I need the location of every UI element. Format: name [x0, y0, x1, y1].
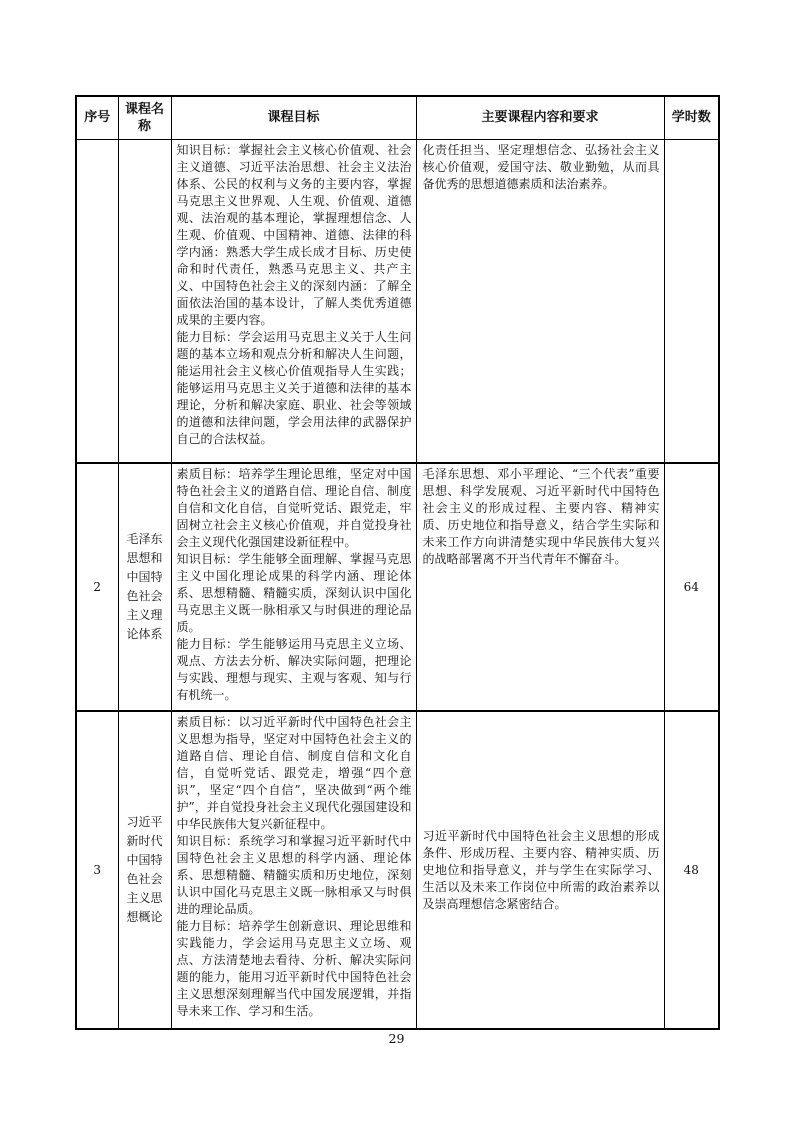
objective-quality: 素质目标：以习近平新时代中国特色社会主义思想为指导，坚定对中国特色社会主义的道路自信、理论自信、制度自信和文化自信，自觉听党话、跟党走，增强“四个意识”，坚定“四个自信”，坚决做到“两个维护”，并自觉投身社会主义现代化强国建设和中华民族伟大复兴新征程中。	[176, 715, 412, 831]
header-hours: 学时数	[664, 96, 719, 139]
cell-content	[416, 711, 664, 1029]
table-row-2	[76, 463, 719, 711]
cell-objectives	[171, 139, 416, 463]
cell-hours: 48	[664, 711, 719, 1029]
cell-seq: 2	[76, 463, 118, 711]
cell-course-name: 毛泽东思想和中国特色社会主义理论体系	[118, 463, 171, 711]
objective-ability: 能力目标：学会运用马克思主义关于人生问题的基本立场和观点分析和解决人生问题，能运用社会主义核心价值观指导人生实践；能够运用马克思主义关于道德和法律的基本理论，分析和解决家庭、职业、社会等领域的道德和法律问题，学会用法律的武器保护自己的合法权益。	[176, 329, 412, 446]
objective-knowledge: 知识目标：学生能够全面理解、掌握马克思主义中国化理论成果的科学内涵、理论体系、思想精髓、精髓实质，深刻认识中国化马克思主义既一脉相承又与时俱进的理论品质。	[176, 552, 412, 634]
objective-ability: 能力目标：培养学生创新意识、理论思维和实践能力，学会运用马克思主义立场、观点、方法清楚地去看待、分析、解决实际问题的能力，能用习近平新时代中国特色社会主义思想深刻理解当代中国发展逻辑，并指导未来工作、学习和生活。	[176, 919, 412, 1018]
cell-seq	[76, 139, 118, 463]
cell-hours: 64	[664, 463, 719, 711]
header-objectives: 课程目标	[171, 96, 416, 139]
table-row-continued	[76, 139, 719, 463]
header-content-requirements: 主要课程内容和要求	[416, 96, 664, 139]
objective-knowledge: 知识目标：掌握社会主义核心价值观、社会主义道德、习近平法治思想、社会主义法治体系、公民的权利与义务的主要内容，掌握马克思主义世界观、人生观、价值观、道德观、法治观的基本理论，掌握理想信念、人生观、价值观、中国精神、道德、法律的科学内涵：熟悉大学生成长成才目标、历史使命和时代责任，熟悉马克思主义、共产主义、中国特色社会主义的深刻内涵：了解全面依法治国的基本设计，了解人类优秀道德成果的主要内容。	[176, 142, 412, 327]
cell-course-name: 习近平新时代中国特色社会主义思想概论	[118, 711, 171, 1029]
course-plan-table	[75, 95, 720, 1030]
cell-course-name	[118, 139, 171, 463]
page-number: 29	[388, 1031, 405, 1046]
cell-content	[416, 463, 664, 711]
content-text: 化责任担当、坚定理想信念、弘扬社会主义核心价值观，爱国守法、敬业勤勉，从而具备优秀的思想道德素质和法治素养。	[422, 142, 660, 191]
table-header-row	[76, 96, 719, 139]
objective-quality: 素质目标：培养学生理论思维，坚定对中国特色社会主义的道路自信、理论自信、制度自信和文化自信，自觉听党话、跟党走，牢固树立社会主义核心价值观，并自觉投身社会主义现代化强国建设新征程中。	[176, 467, 412, 549]
objective-ability: 能力目标：学生能够运用马克思主义立场、观点、方法去分析、解决实际问题，把理论与实践、理想与现实、主观与客观、知与行有机统一。	[176, 637, 412, 702]
cell-seq: 3	[76, 711, 118, 1029]
cell-content	[416, 139, 664, 463]
content-text: 习近平新时代中国特色社会主义思想的形成条件、形成历程、主要内容、精神实质、历史地位和指导意义，并与学生在实际学习、生活以及未来工作岗位中所需的政治素养以及崇高理想信念紧密结合。	[422, 828, 660, 911]
objective-knowledge: 知识目标：系统学习和掌握习近平新时代中国特色社会主义思想的科学内涵、理论体系、思想精髓、精髓实质和历史地位，深刻认识中国化马克思主义既一脉相承又与时俱进的理论品质。	[176, 834, 412, 916]
cell-objectives	[171, 463, 416, 711]
cell-objectives	[171, 711, 416, 1029]
cell-hours	[664, 139, 719, 463]
header-seq: 序号	[76, 96, 118, 139]
content-text: 毛泽东思想、邓小平理论、“三个代表”重要思想、科学发展观、习近平新时代中国特色社会主义的形成过程、主要内容、精神实质、历史地位和指导意义，结合学生实际和未来工作方向讲清楚实现中华民族伟大复兴的战略部署离不开当代青年不懈奋斗。	[422, 467, 660, 566]
table-row-3	[76, 711, 719, 1029]
header-course-name: 课程名称	[118, 96, 171, 139]
